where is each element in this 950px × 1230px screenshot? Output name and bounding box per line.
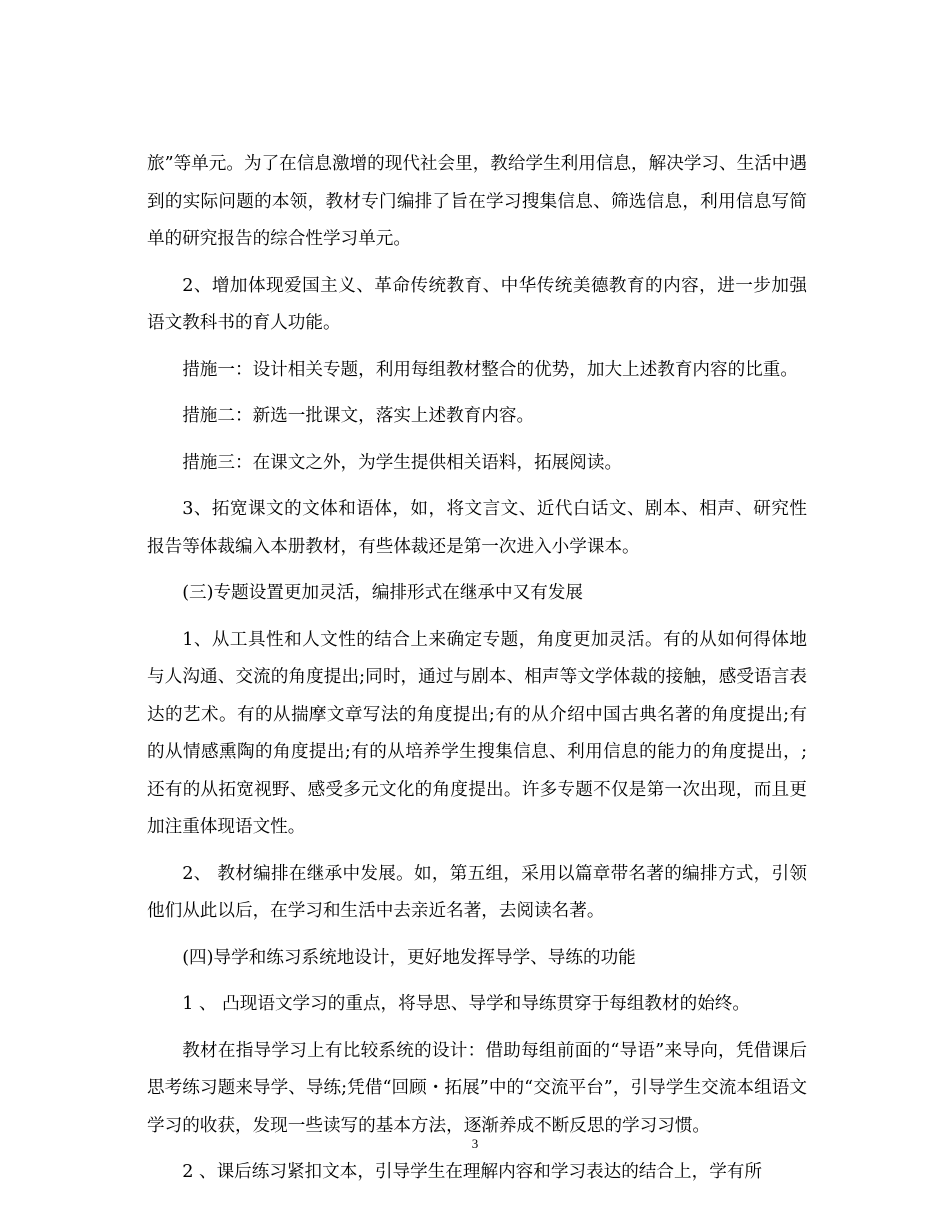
paragraph-measure-1: 措施一：设计相关专题，利用每组教材整合的优势，加大上述教育内容的比重。: [182, 359, 798, 380]
page-number: 3: [471, 1136, 479, 1151]
document-body: [147, 146, 807, 1201]
paragraph-measure-3: 措施三：在课文之外，为学生提供相关语料，拓展阅读。: [182, 452, 623, 473]
paragraph-guide-1: 1 、 凸现语文学习的重点，将导思、导学和导练贯穿于每组教材的始终。: [182, 994, 750, 1014]
paragraph-guide-detail: 教材在指导学习上有比较系统的设计：借助每组前面的“导语”来导向，凭借课后思考练习题来导学、导练;凭借“回顾・拓展”中的“交流平台”，引导学生交流本组语文学习的收获，发现一些读写的基本方法，逐渐养成不断反思的学习习惯。: [147, 1040, 807, 1136]
paragraph-continuation: 旅”等单元。为了在信息激增的现代社会里，教给学生利用信息，解决学习、生活中遇到的实际问题的本领，教材专门编排了旨在学习搜集信息、筛选信息，利用信息写简单的研究报告的综合性学习单元。: [147, 154, 807, 249]
paragraph-topic-2: 2、 教材编排在继承中发展。如，第五组，采用以篇章带名著的编排方式，引领他们从此以后，在学习和生活中去亲近名著，去阅读名著。: [147, 863, 807, 921]
paragraph-point-2: 2、增加体现爱国主义、革命传统教育、中华传统美德教育的内容，进一步加强语文教科书的育人功能。: [147, 275, 807, 333]
section-heading-3: (三)专题设置更加灵活，编排形式在继承中又有发展: [182, 583, 583, 603]
paragraph-guide-2: 2 、课后练习紧扣文本，引导学生在理解内容和学习表达的结合上，学有所: [182, 1162, 762, 1182]
paragraph-topic-1: 1、从工具性和人文性的结合上来确定专题，角度更加灵活。有的从如何得体地与人沟通、交流的角度提出;同时，通过与剧本、相声等文学体裁的接触，感受语言表达的艺术。有的从揣摩文章写法的角度提出;有的从介绍中国古典名著的角度提出;有的从情感熏陶的角度提出;有的从培养学生搜集信息、利用信息的能力的角度提出，;还有的从拓宽视野、感受多元文化的角度提出。许多专题不仅是第一次出现，而且更加注重体现语文性。: [147, 629, 807, 837]
paragraph-point-3: 3、拓宽课文的文体和语体，如，将文言文、近代白话文、剧本、相声、研究性报告等体裁编入本册教材，有些体裁还是第一次进入小学课本。: [147, 499, 807, 557]
paragraph-measure-2: 措施二：新选一批课文，落实上述教育内容。: [182, 406, 535, 426]
section-heading-4: (四)导学和练习系统地设计，更好地发挥导学、导练的功能: [182, 947, 636, 968]
